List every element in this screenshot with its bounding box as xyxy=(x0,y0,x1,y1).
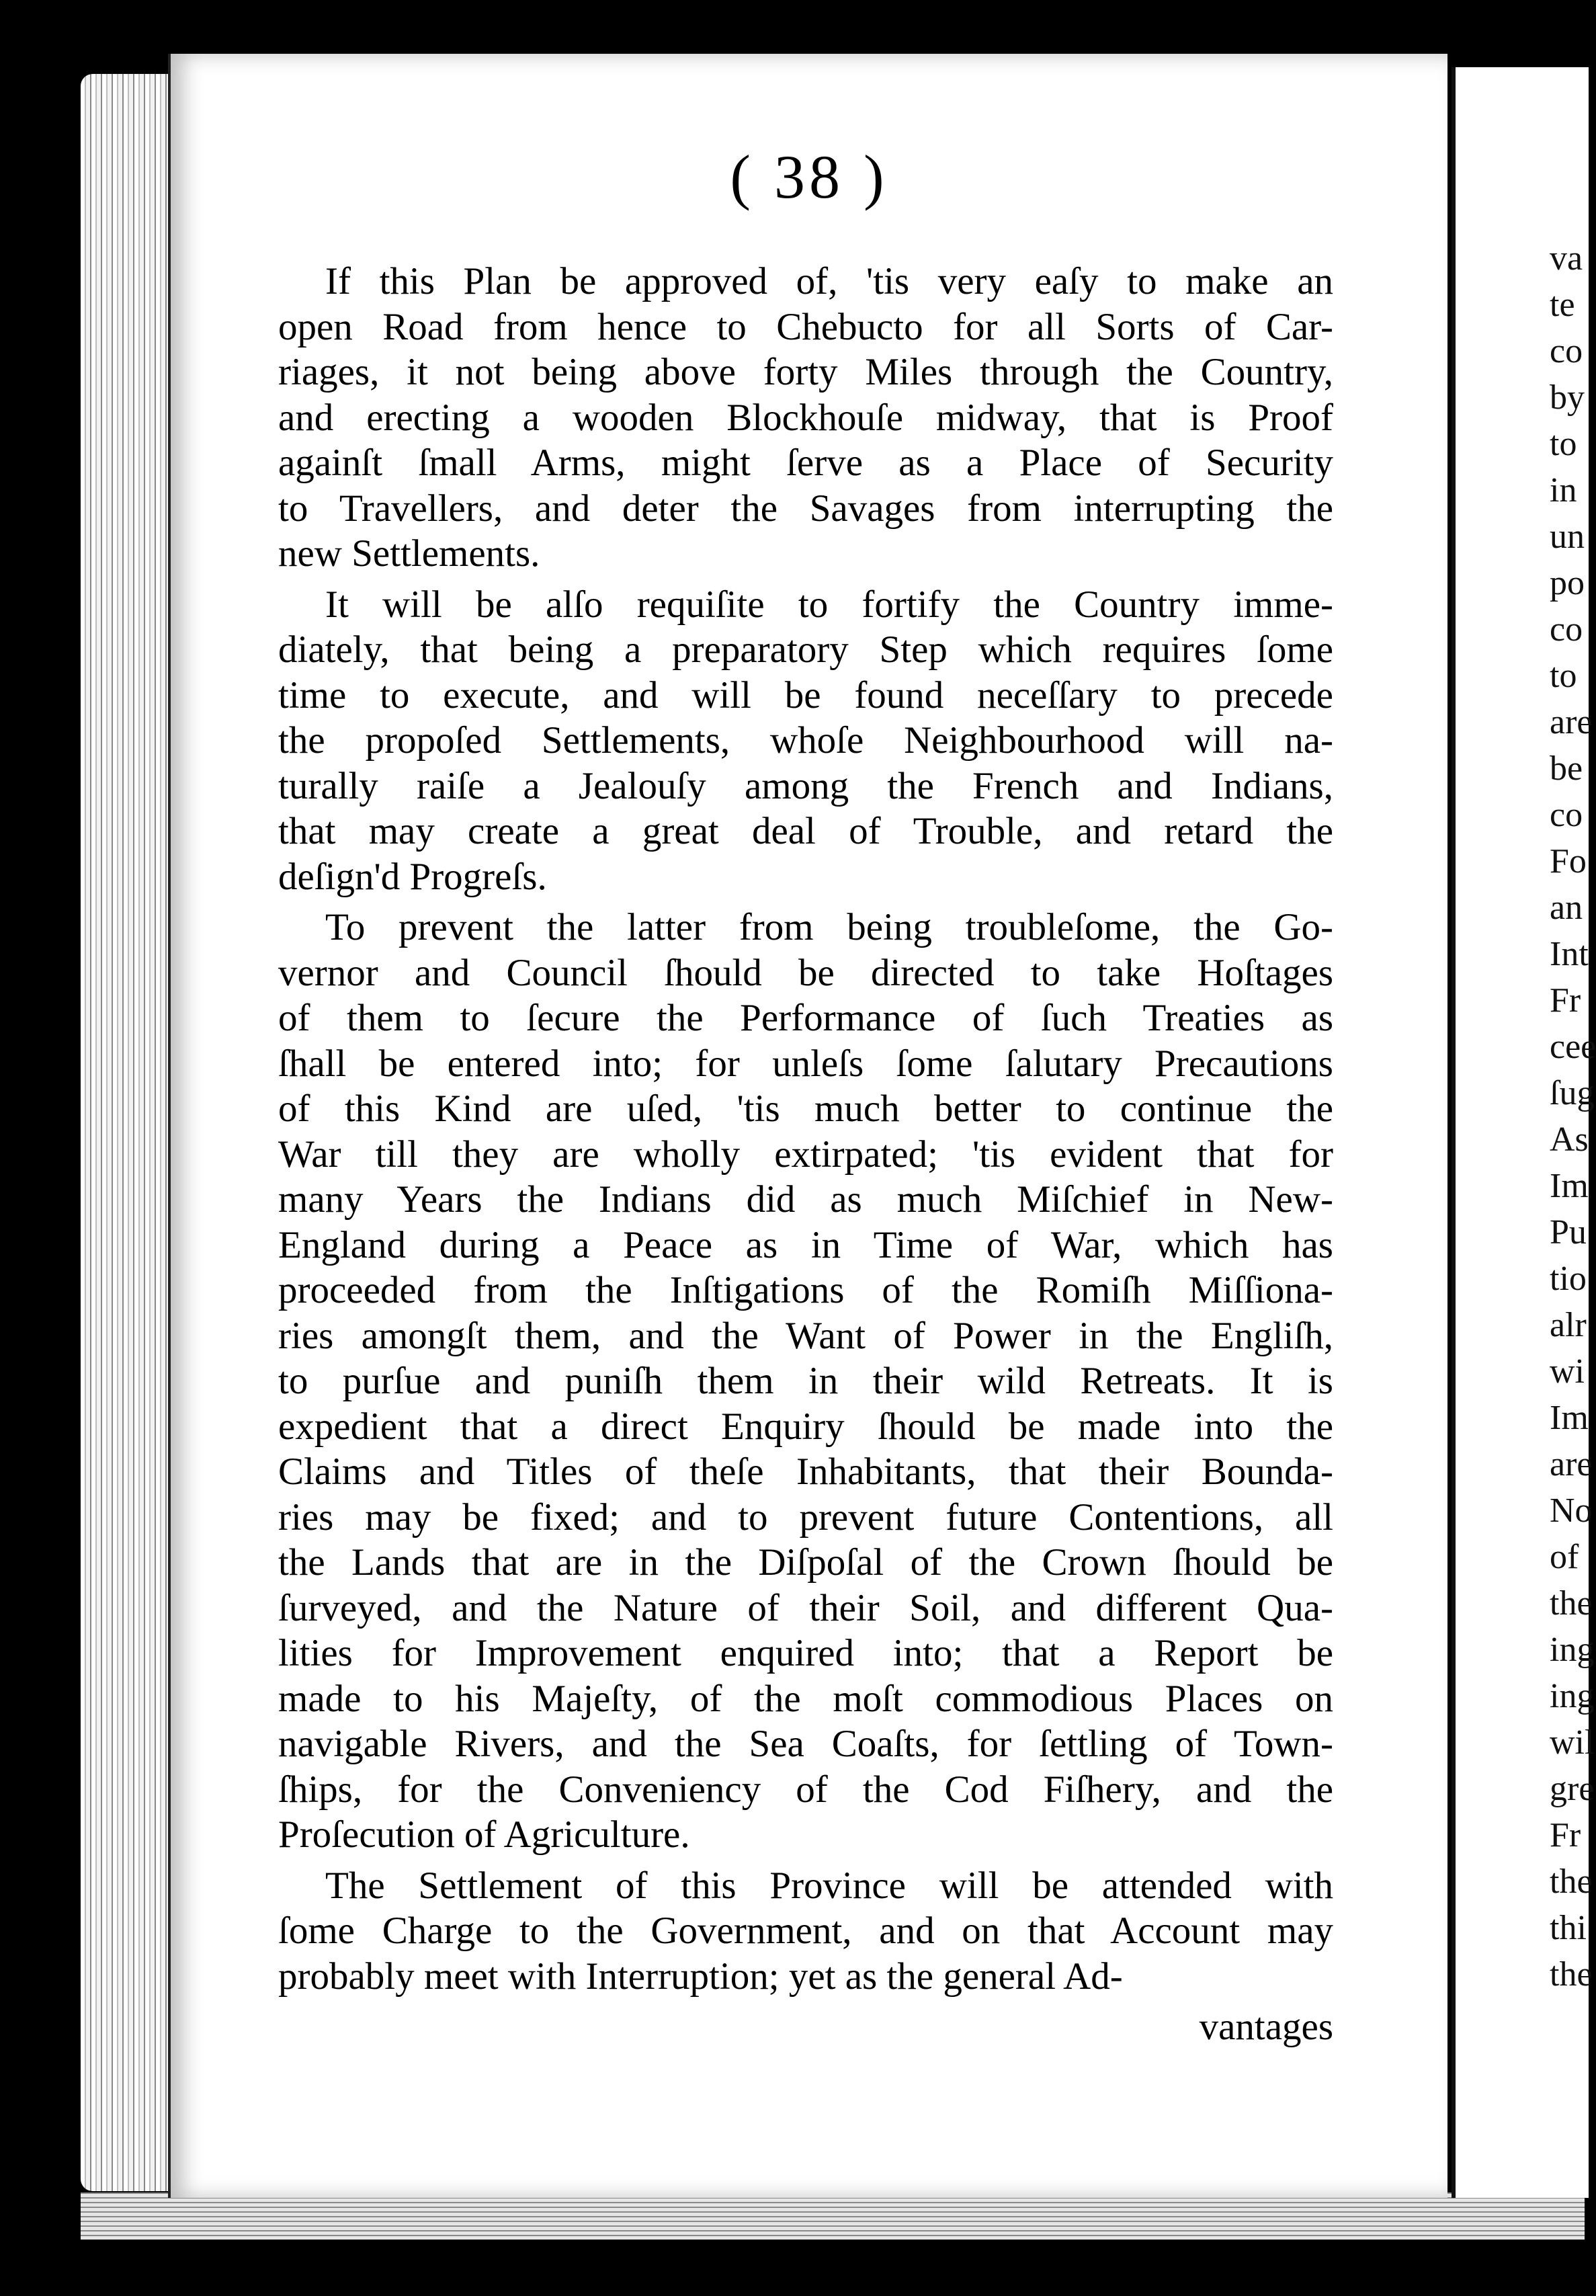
facing-page-fragment: in xyxy=(1550,471,1577,509)
facing-page-fragment: Pu xyxy=(1550,1213,1587,1252)
paragraph xyxy=(278,905,1333,1858)
page-number: ( 38 ) xyxy=(730,142,888,211)
facing-page-fragment: thi xyxy=(1550,1909,1587,1947)
text-line: of them to ſecure the Performance of ſuch Treaties as xyxy=(278,997,1333,1039)
text-line: proceeded from the Inſtigations of the Romiſh Miſſiona- xyxy=(278,1269,1333,1311)
text-line: ries amongſt them, and the Want of Power in the Engliſh, xyxy=(278,1314,1333,1357)
facing-page-fragment: be xyxy=(1550,749,1583,788)
text-line: deſign'd Progreſs. xyxy=(278,855,547,898)
page-block-bottom-edge xyxy=(81,2192,1585,2240)
text-line: lities for Improvement enquired into; that a Report be xyxy=(278,1632,1333,1674)
facing-page-fragment: Im xyxy=(1550,1399,1589,1437)
facing-page-fragment: ing xyxy=(1550,1631,1595,1669)
text-line: made to his Majeſty, of the moſt commodious Places on xyxy=(278,1677,1333,1720)
text-line: England during a Peace as in Time of War, which has xyxy=(278,1223,1333,1266)
facing-page-fragment: va xyxy=(1550,239,1583,278)
facing-page-fragment: po xyxy=(1550,564,1585,602)
facing-page-fragment: Fr xyxy=(1550,1816,1581,1854)
text-line: The Settlement of this Province will be attended with xyxy=(325,1864,1333,1907)
text-line: expedient that a direct Enquiry ſhould be made into the xyxy=(278,1405,1333,1448)
facing-page-fragments xyxy=(1456,235,1596,1998)
text-line: time to execute, and will be found neceſſary to precede xyxy=(278,673,1333,716)
text-line: ries may be fixed; and to prevent future Contentions, all xyxy=(278,1495,1333,1539)
facing-page-fragment: an xyxy=(1550,889,1583,927)
facing-page-fragment: the xyxy=(1550,1862,1593,1901)
text-line: ſurveyed, and the Nature of their Soil, and different Qua- xyxy=(278,1586,1333,1629)
facing-page-fragment: un xyxy=(1550,518,1585,556)
text-line: Claims and Titles of theſe Inhabitants, that their Bounda- xyxy=(278,1450,1333,1493)
facing-page-fragment: wi xyxy=(1550,1352,1585,1391)
paragraph xyxy=(278,582,1333,900)
facing-page-fragment: to xyxy=(1550,657,1577,695)
facing-page-fragment: Im xyxy=(1550,1167,1589,1205)
text-line: ſome Charge to the Government, and on that Account may xyxy=(278,1910,1333,1952)
text-line: and erecting a wooden Blockhouſe midway, that is Proof xyxy=(278,396,1333,439)
facing-page-fragment: cee xyxy=(1550,1028,1596,1066)
text-line: ſhall be entered into; for unleſs ſome ſalutary Precautions xyxy=(278,1042,1333,1085)
facing-page-fragment: of xyxy=(1550,1538,1579,1576)
facing-page-fragment: te xyxy=(1550,286,1575,324)
facing-page-fragment: co xyxy=(1550,332,1583,370)
text-line: It will be alſo requiſite to fortify the Country imme- xyxy=(325,583,1333,626)
facing-page-fragment: alr xyxy=(1550,1306,1587,1344)
facing-page-fragment: Int xyxy=(1550,935,1589,973)
text-line: that may create a great deal of Trouble, and retard the xyxy=(278,810,1333,852)
book-spine-edge xyxy=(81,74,181,2191)
text-line: many Years the Indians did as much Miſchief in New- xyxy=(278,1178,1333,1221)
book-page xyxy=(168,54,1447,2198)
text-line: open Road from hence to Chebucto for all Sorts of Car- xyxy=(278,305,1333,348)
facing-page-fragment: are xyxy=(1550,703,1593,741)
facing-page-fragment: tio xyxy=(1550,1260,1587,1298)
paragraph xyxy=(278,1863,1333,2000)
text-line: To prevent the latter from being troubleſome, the Go- xyxy=(325,906,1333,948)
text-line: War till they are wholly extirpated; 'tis evident that for xyxy=(278,1133,1333,1176)
facing-page-fragment: gre xyxy=(1550,1770,1595,1808)
facing-page-fragment: are xyxy=(1550,1445,1593,1483)
text-line: to Travellers, and deter the Savages from interrupting the xyxy=(278,487,1333,530)
page-body-text xyxy=(278,259,1333,2050)
catchword: vantages xyxy=(1199,2006,1333,2048)
text-line: If this Plan be approved of, 'tis very eaſy to make an xyxy=(325,260,1333,302)
text-line: Proſecution of Agriculture. xyxy=(278,1813,690,1856)
facing-page-fragment: As xyxy=(1550,1120,1589,1159)
text-line: turally raiſe a Jealouſy among the French and Indians, xyxy=(278,764,1333,807)
facing-page-fragment: co xyxy=(1550,796,1583,834)
text-line: the propoſed Settlements, whoſe Neighbourhood will na- xyxy=(278,719,1333,762)
text-line: new Settlements. xyxy=(278,532,540,575)
text-line: probably meet with Interruption; yet as the general Ad- xyxy=(278,1955,1123,1998)
facing-page xyxy=(1452,67,1596,2198)
paragraph xyxy=(278,259,1333,577)
text-line: againſt ſmall Arms, might ſerve as a Place of Security xyxy=(278,442,1333,484)
facing-page-fragment: the xyxy=(1550,1955,1593,1994)
facing-page-fragment: to xyxy=(1550,425,1577,463)
facing-page-fragment: the xyxy=(1550,1584,1593,1623)
facing-page-fragment: No xyxy=(1550,1491,1593,1530)
facing-page-fragment: by xyxy=(1550,378,1585,417)
text-line: ſhips, for the Conveniency of the Cod Fiſhery, and the xyxy=(278,1768,1333,1811)
text-line: the Lands that are in the Diſpoſal of the Crown ſhould be xyxy=(278,1541,1333,1584)
text-line: diately, that being a preparatory Step which requires ſome xyxy=(278,628,1333,671)
facing-page-fragment: Fo xyxy=(1550,842,1587,880)
text-line: of this Kind are uſed, 'tis much better to continue the xyxy=(278,1088,1333,1130)
facing-page-fragment: Fr xyxy=(1550,981,1581,1020)
facing-page-fragment: wil xyxy=(1550,1723,1595,1762)
text-line: to purſue and puniſh them in their wild Retreats. It is xyxy=(278,1360,1333,1402)
text-line: riages, it not being above forty Miles through the Country, xyxy=(278,351,1333,393)
facing-page-fragment: ing xyxy=(1550,1677,1595,1715)
text-line: navigable Rivers, and the Sea Coaſts, for ſettling of Town- xyxy=(278,1723,1333,1765)
facing-page-fragment: co xyxy=(1550,610,1583,649)
text-line: vernor and Council ſhould be directed to take Hoſtages xyxy=(278,951,1333,994)
facing-page-fragment: ſug xyxy=(1550,1074,1595,1112)
